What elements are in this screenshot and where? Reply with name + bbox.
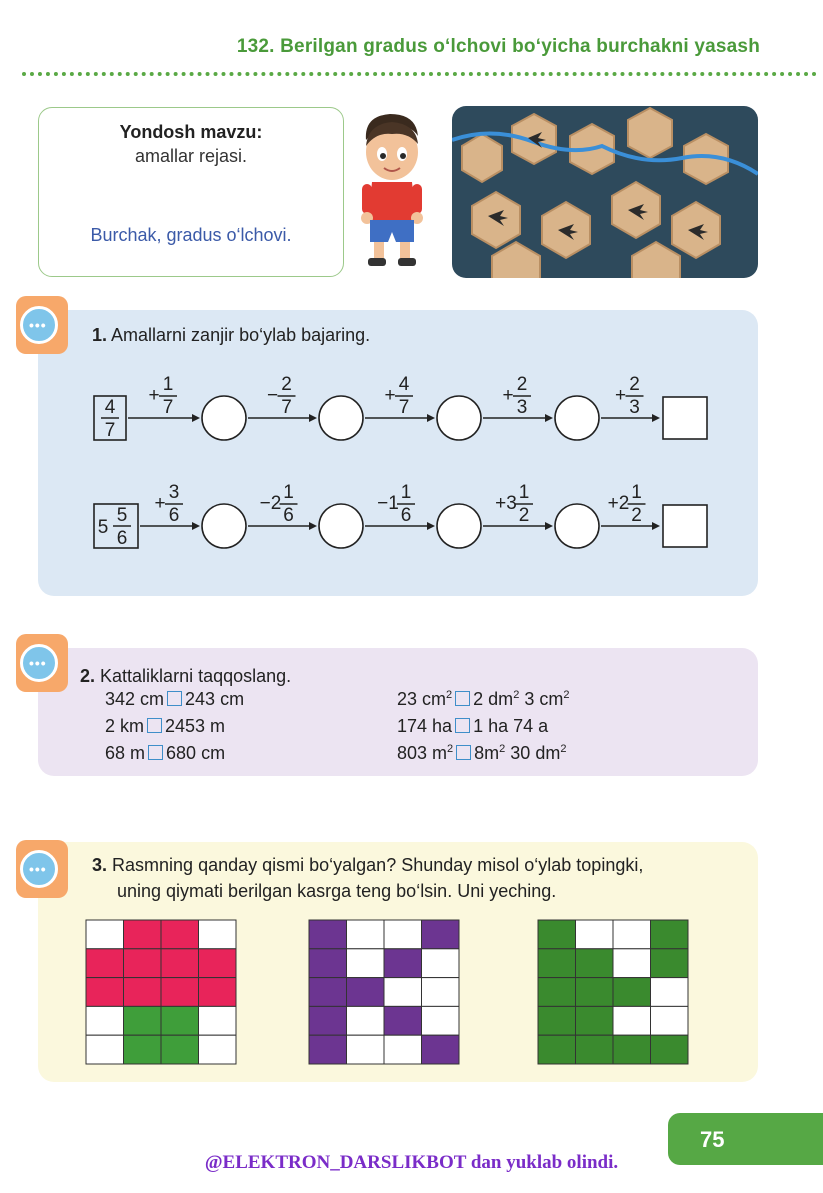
comparison-row	[397, 743, 569, 770]
row2-op-3-numerator: 1	[518, 482, 530, 503]
comparison-right-value: 2453 m	[165, 716, 226, 736]
related-topic-link: Burchak, gradus o‘lchovi.	[90, 225, 292, 245]
row1-op-3-denominator: 3	[516, 397, 528, 418]
row2-op-2-numerator: 1	[400, 482, 412, 503]
comparison-right-value: 243 cm	[185, 689, 245, 709]
row2-op-2-denominator: 6	[400, 505, 412, 526]
watermark: @ELEKTRON_DARSLIKBOT dan yuklab olindi.	[204, 1152, 619, 1173]
related-topic-box	[38, 107, 344, 277]
related-topic-title: Yondosh mavzu:	[119, 122, 263, 142]
task2-text: Kattaliklarni taqqoslang.	[100, 666, 292, 686]
comparison-right-value-extra: 3 $cm^2$	[519, 689, 570, 709]
answer-box[interactable]	[167, 691, 182, 706]
row1-op-2-numerator: 4	[398, 374, 410, 395]
answer-box[interactable]	[455, 718, 470, 733]
task1-marker-icon: •••	[16, 296, 68, 354]
comparison-row	[397, 716, 569, 743]
task3-panel	[38, 842, 758, 1082]
row2-op-4-numerator: 1	[631, 482, 642, 503]
comparison-left-value: 23 $cm^2$	[397, 689, 453, 709]
comparison-left-value: 174 ha	[397, 716, 453, 736]
row1-op-0-denominator: 7	[162, 397, 174, 418]
comparison-left-value: 2 km	[105, 716, 145, 736]
task3-instruction	[92, 853, 643, 877]
row1-op-2-sign: +	[384, 385, 396, 406]
row2-op-0-numerator: 3	[168, 482, 180, 503]
answer-box[interactable]	[148, 745, 163, 760]
answer-box[interactable]	[456, 745, 471, 760]
answer-box[interactable]	[147, 718, 162, 733]
row2-op-0-denominator: 6	[168, 505, 180, 526]
row2-op-0-sign: +	[154, 493, 166, 514]
row1-op-2-denominator: 7	[398, 397, 410, 418]
task1-text: Amallarni zanjir bo‘ylab bajaring.	[111, 325, 371, 345]
task1-instruction	[92, 323, 370, 347]
comparison-right-value: 680 cm	[166, 743, 226, 763]
row1-op-3-sign: +	[502, 385, 514, 406]
row1-op-3-numerator: 2	[516, 374, 528, 395]
comparisons-right	[397, 689, 569, 770]
comparison-row	[105, 743, 244, 770]
task2-marker-icon: •••	[16, 634, 68, 692]
row1-op-4-numerator: 2	[629, 374, 640, 395]
task1-number: 1.	[92, 325, 108, 345]
row2-op-3-denominator: 2	[518, 505, 530, 526]
page-title: 132. Berilgan gradus o‘lchovi bo‘yicha burchakni yasash	[236, 36, 760, 57]
row2-op-3-sign-whole: +3	[495, 493, 517, 514]
task2-number: 2.	[80, 666, 96, 686]
header-divider	[22, 72, 817, 76]
comparison-row	[105, 716, 244, 743]
row2-op-4-sign-whole: +2	[607, 493, 630, 514]
task3-line1: Rasmning qanday qismi bo‘yalgan? Shunday misol o‘ylab topingki,	[112, 855, 644, 875]
comparison-right-value-extra: 30 $dm^2$	[505, 743, 567, 763]
row1-start-denominator: 7	[104, 420, 116, 441]
task2-instruction	[80, 664, 291, 688]
comparison-row	[105, 689, 244, 716]
task3-number: 3.	[92, 855, 108, 875]
row1-op-4-denominator: 3	[629, 397, 640, 418]
row1-op-1-denominator: 7	[281, 397, 292, 418]
comparison-right-value: 1 ha 74 a	[473, 716, 549, 736]
row1-op-0-sign: +	[148, 385, 160, 406]
row2-start-whole: 5	[97, 517, 109, 538]
answer-box[interactable]	[455, 691, 470, 706]
row2-op-4-denominator: 2	[631, 505, 642, 526]
related-topic-subtitle: amallar rejasi.	[134, 146, 248, 166]
row2-op-1-numerator: 1	[283, 482, 294, 503]
comparisons-left	[105, 689, 244, 770]
row2-op-1-denominator: 6	[283, 505, 294, 526]
comparison-right-value: 2 $dm^2$	[473, 689, 520, 709]
comparison-left-value: 803 $m^2$	[397, 743, 454, 763]
page-number: 75	[700, 1127, 725, 1152]
row2-op-1-sign-whole: −2	[259, 493, 282, 514]
boy-illustration	[352, 110, 432, 274]
comparison-left-value: 342 cm	[105, 689, 165, 709]
task3-marker-icon: •••	[16, 840, 68, 898]
comparison-right-value: $8m^2$	[474, 743, 506, 763]
row1-op-1-numerator: 2	[281, 374, 292, 395]
row2-op-2-sign-whole: −1	[377, 493, 399, 514]
hexagon-tiles-photo	[452, 106, 758, 278]
row2-start-numerator: 5	[116, 505, 128, 526]
row1-start-numerator: 4	[104, 397, 116, 418]
task1-panel	[38, 310, 758, 596]
row2-start-denominator: 6	[116, 528, 128, 549]
row1-op-1-sign: −	[266, 385, 279, 406]
comparison-row	[397, 689, 569, 716]
row1-op-4-sign: +	[614, 385, 627, 406]
task3-line2: uning qiymati berilgan kasrga teng bo‘lsin. Uni yeching.	[117, 881, 557, 901]
comparison-left-value: 68 m	[105, 743, 146, 763]
row1-op-0-numerator: 1	[162, 374, 174, 395]
